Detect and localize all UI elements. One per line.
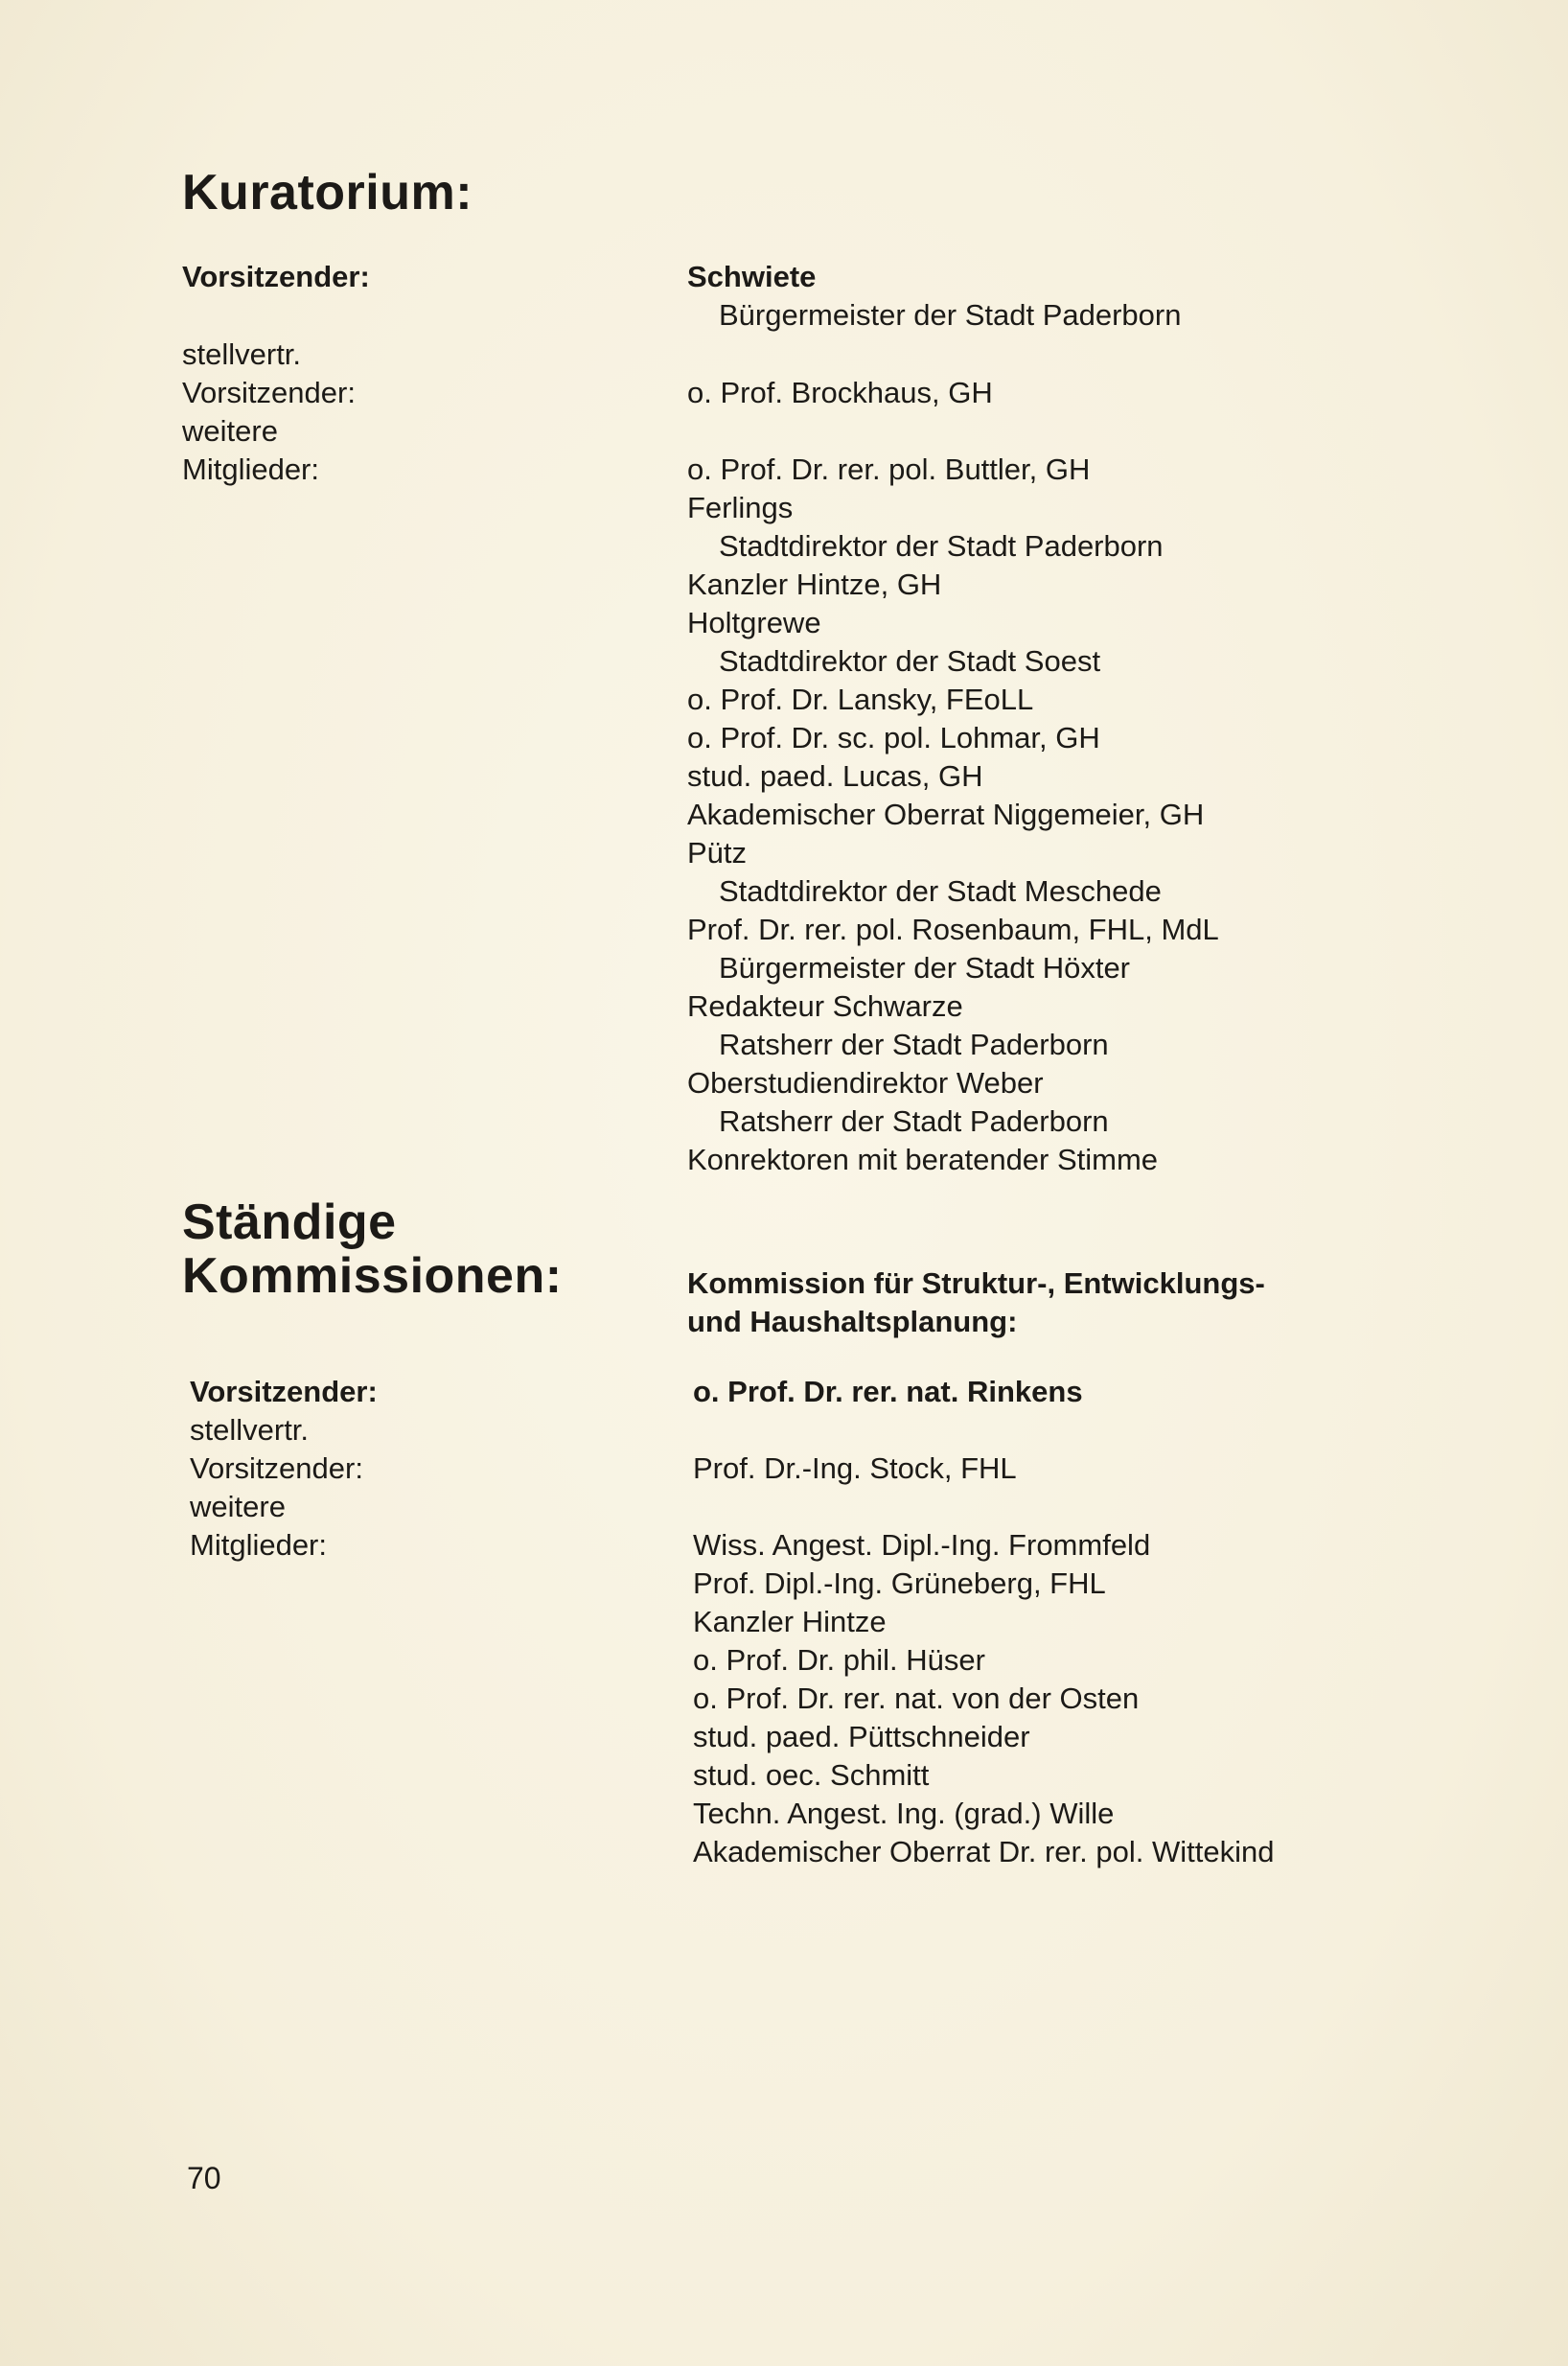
kommission-deputy-label-2: Vorsitzender: [190,1451,363,1485]
kommission-member-line: o. Prof. Dr. phil. Hüser [693,1643,985,1677]
kommission-member-line: stud. paed. Püttschneider [693,1720,1030,1753]
kuratorium-member-line: Akademischer Oberrat Niggemeier, GH [687,798,1205,831]
kuratorium-member-line: Konrektoren mit beratender Stimme [687,1143,1159,1176]
commission-title-1: Kommission für Struktur-, Entwicklungs- [687,1266,1265,1300]
kommission-member-line: Akademischer Oberrat Dr. rer. pol. Wittekind [693,1835,1275,1868]
kuratorium-chair-role: Bürgermeister der Stadt Paderborn [719,298,1182,332]
kuratorium-deputy-label-2: Vorsitzender: [182,376,356,409]
kuratorium-member-line: Redakteur Schwarze [687,989,963,1023]
kommission-member-line: o. Prof. Dr. rer. nat. von der Osten [693,1682,1140,1715]
kuratorium-members-label-2: Mitglieder: [182,452,319,486]
commission-title-2: und Haushaltsplanung: [687,1305,1018,1338]
kuratorium-member-line: Pütz [687,836,748,870]
kommissionen-heading-2: Kommissionen: [182,1248,563,1304]
kuratorium-member-line: Ferlings [687,491,794,524]
kuratorium-member-line: Stadtdirektor der Stadt Meschede [719,874,1162,908]
kuratorium-member-line: Kanzler Hintze, GH [687,568,942,601]
kuratorium-member-line: Stadtdirektor der Stadt Paderborn [719,529,1164,563]
kommission-members-list [693,1526,1274,1871]
kommission-deputy-label-1: stellvertr. [190,1413,310,1447]
kommission-members-label-2: Mitglieder: [190,1528,327,1562]
kommission-member-line: Prof. Dipl.-Ing. Grüneberg, FHL [693,1566,1106,1600]
kommission-member-line: Kanzler Hintze [693,1605,887,1638]
kuratorium-chair-label: Vorsitzender: [182,260,370,293]
kuratorium-chair-name: Schwiete [687,260,817,293]
kommission-chair-label: Vorsitzender: [190,1375,378,1408]
kuratorium-member-line: o. Prof. Dr. Lansky, FEoLL [687,683,1034,716]
kuratorium-member-line: o. Prof. Dr. sc. pol. Lohmar, GH [687,721,1100,754]
kuratorium-member-line: stud. paed. Lucas, GH [687,759,983,793]
kuratorium-member-line: Bürgermeister der Stadt Höxter [719,951,1131,985]
kommissionen-heading-1: Ständige [182,1195,397,1250]
kuratorium-member-line: Ratsherr der Stadt Paderborn [719,1104,1109,1138]
kuratorium-member-line: Oberstudiendirektor Weber [687,1066,1044,1100]
kommission-members-label-1: weitere [190,1490,286,1523]
kuratorium-member-line: Stadtdirektor der Stadt Soest [719,644,1101,678]
kuratorium-member-line: Prof. Dr. rer. pol. Rosenbaum, FHL, MdL [687,913,1219,946]
kommission-deputy-name: Prof. Dr.-Ing. Stock, FHL [693,1451,1017,1485]
kommission-member-line: Techn. Angest. Ing. (grad.) Wille [693,1797,1115,1830]
kommission-member-line: Wiss. Angest. Dipl.-Ing. Frommfeld [693,1528,1151,1562]
kuratorium-member-line: Ratsherr der Stadt Paderborn [719,1028,1109,1061]
kommission-chair-name: o. Prof. Dr. rer. nat. Rinkens [693,1375,1083,1408]
kuratorium-member-line: o. Prof. Dr. rer. pol. Buttler, GH [687,452,1091,486]
page-number: 70 [187,2161,221,2195]
kuratorium-members-label-1: weitere [182,414,278,448]
kuratorium-heading: Kuratorium: [182,165,473,220]
kuratorium-deputy-label-1: stellvertr. [182,337,302,371]
kuratorium-members-list [687,451,1219,1179]
kommission-member-line: stud. oec. Schmitt [693,1758,930,1792]
kuratorium-member-line: Holtgrewe [687,606,821,639]
kuratorium-deputy-name: o. Prof. Brockhaus, GH [687,376,993,409]
